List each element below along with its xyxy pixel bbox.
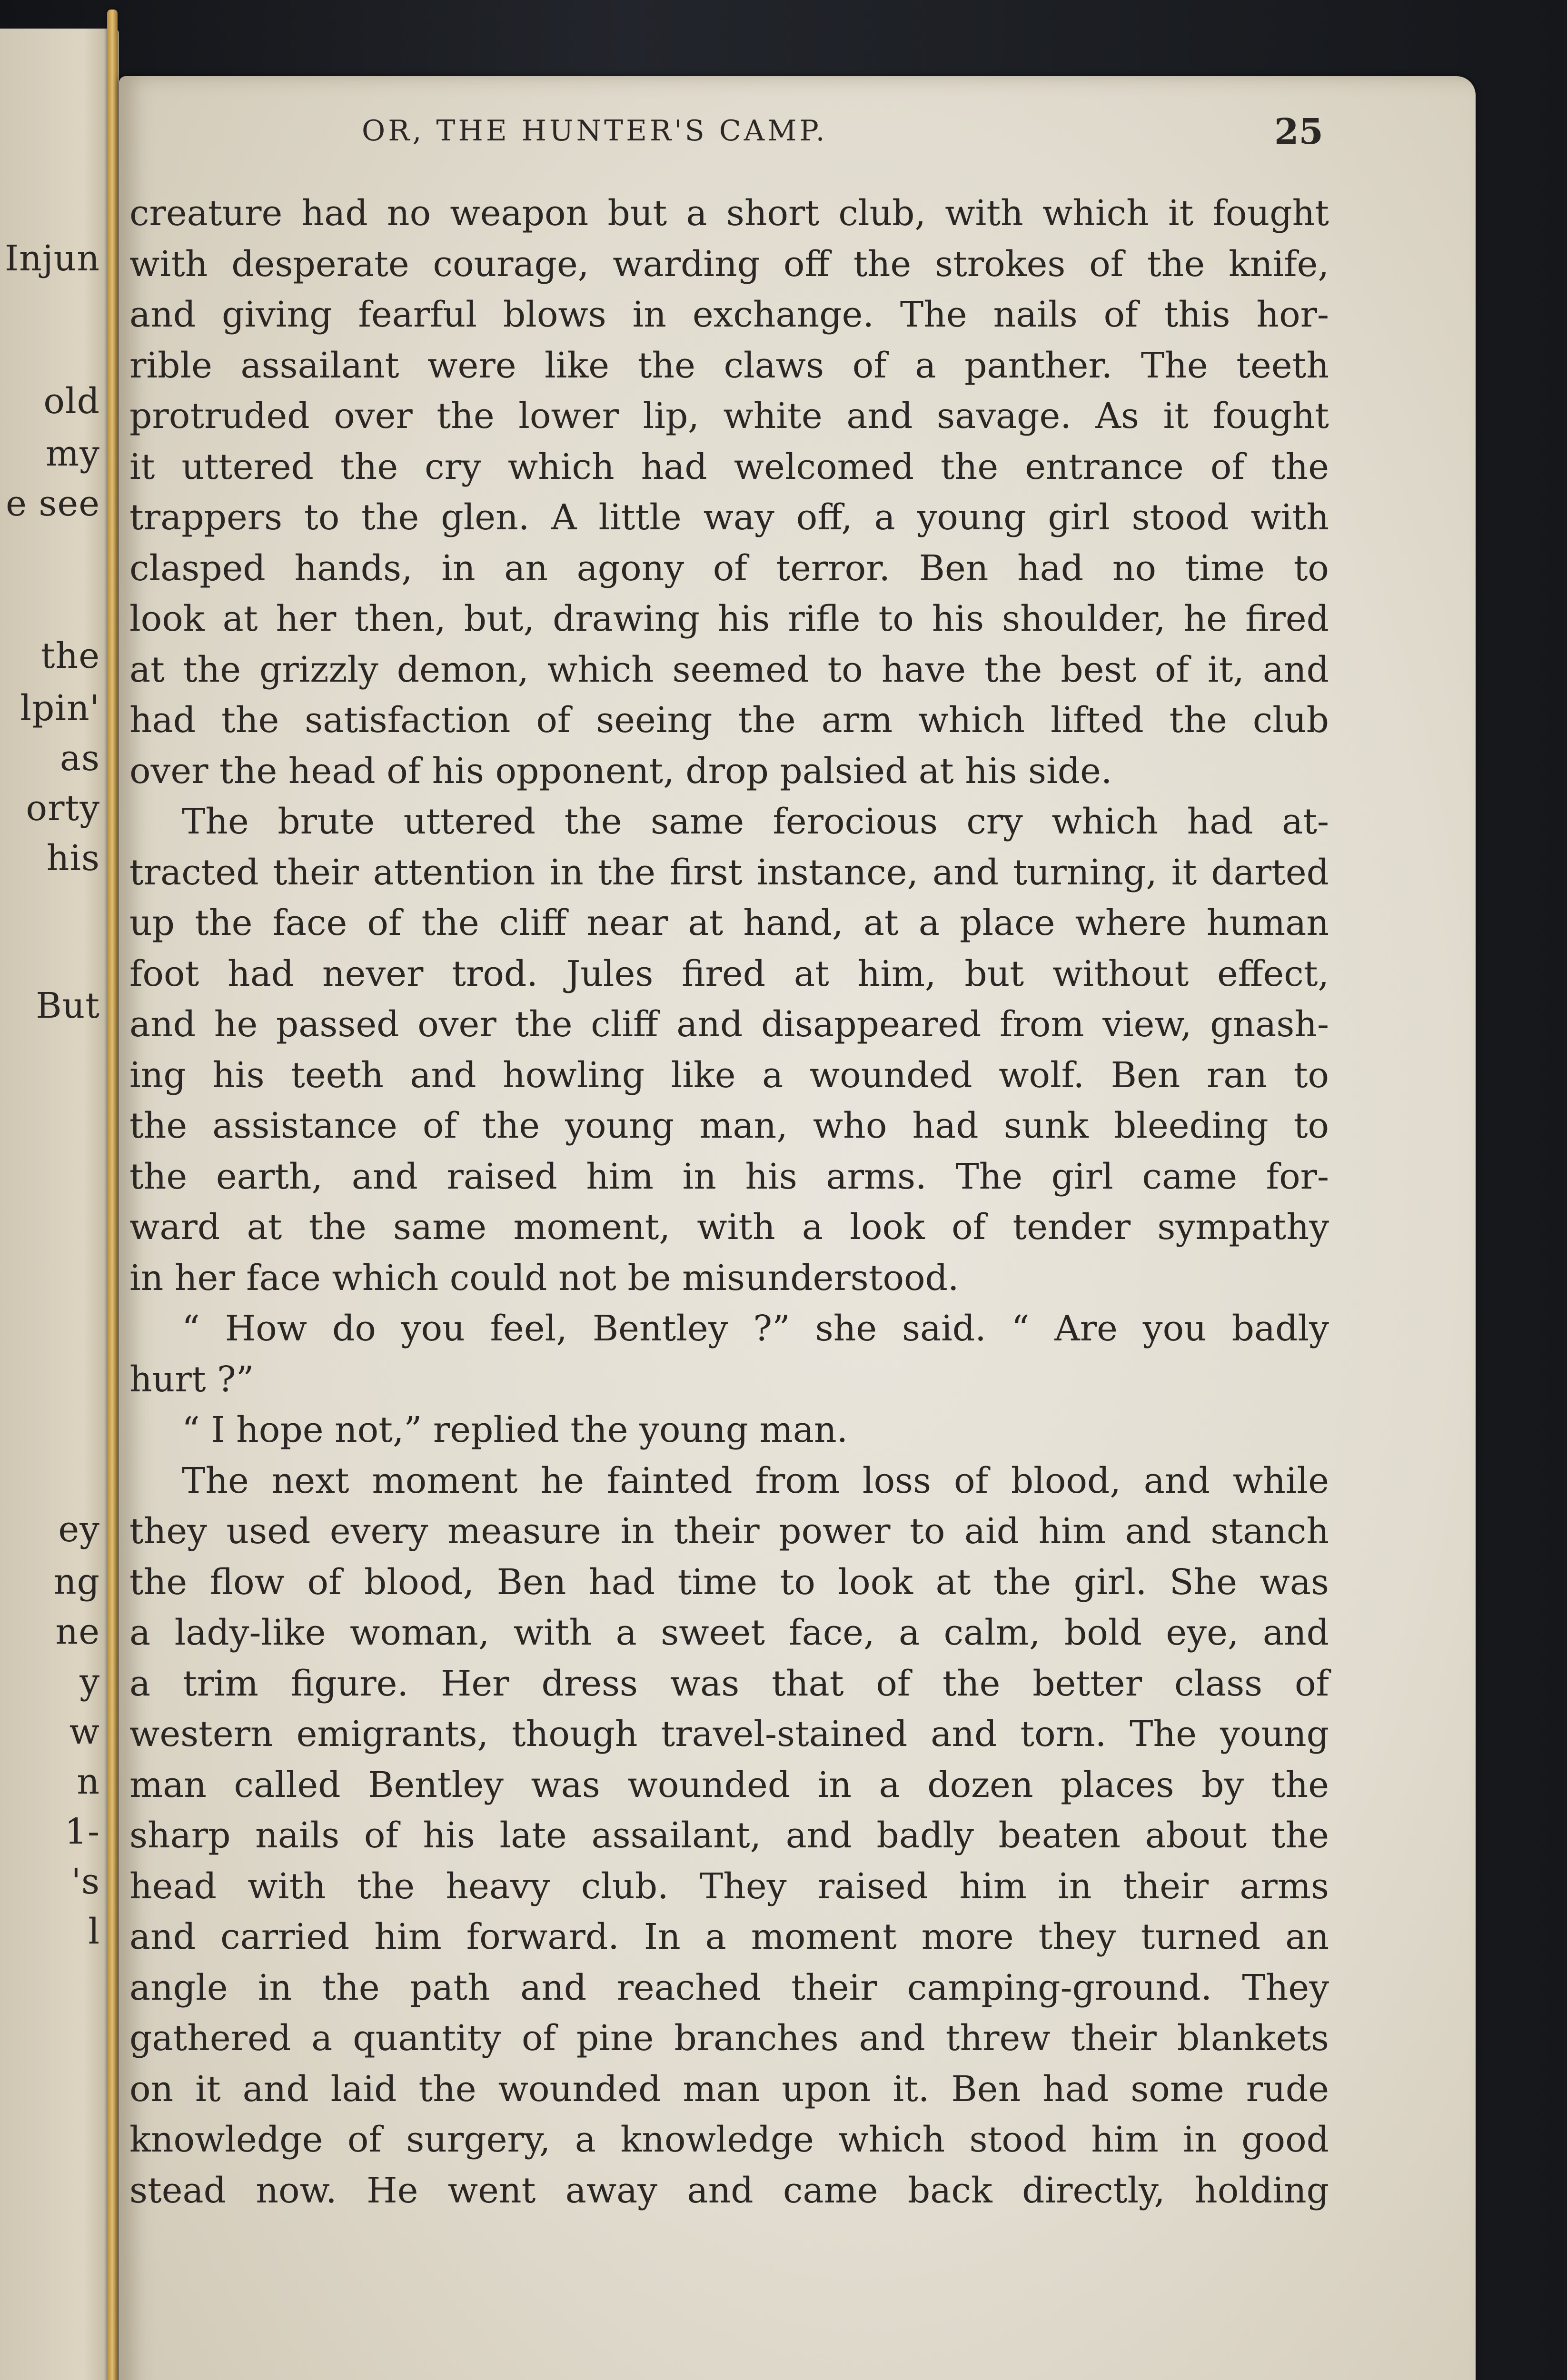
text-line: they used every measure in their power to aid him and stanch — [129, 1511, 1329, 1552]
text-line: the assistance of the young man, who had sunk bleeding to — [129, 1105, 1329, 1146]
text-line: the earth, and raised him in his arms. The girl came for- — [129, 1156, 1329, 1197]
text-line: a lady-like woman, with a sweet face, a calm, bold eye, and — [129, 1612, 1329, 1653]
left-page-fragment: 's — [71, 1861, 100, 1902]
text-line: “ How do you feel, Bentley ?” she said. “ Are you badly — [182, 1308, 1329, 1349]
text-line: and giving fearful blows in exchange. The nails of this hor- — [129, 294, 1329, 335]
text-line: “ I hope not,” replied the young man. — [182, 1409, 848, 1450]
text-line: up the face of the cliff near at hand, at a place where human — [129, 902, 1329, 943]
text-line: and carried him forward. In a moment more they turned an — [129, 1916, 1329, 1957]
page-number: 25 — [1274, 111, 1323, 152]
left-page-fragment: l — [88, 1911, 100, 1952]
text-line: head with the heavy club. They raised him in their arms — [129, 1865, 1329, 1907]
left-page-fragment: But — [36, 985, 100, 1026]
running-head-title: OR, THE HUNTER'S CAMP. — [362, 114, 828, 148]
body-text — [129, 188, 1329, 2216]
left-page-fragment: 1- — [64, 1811, 100, 1852]
text-line: gathered a quantity of pine branches and threw their blankets — [129, 2018, 1329, 2059]
text-line: stead now. He went away and came back directly, holding — [129, 2170, 1329, 2211]
left-page-fragment: ne — [55, 1611, 100, 1652]
text-line: foot had never trod. Jules fired at him, but without effect, — [129, 953, 1329, 994]
left-page-fragment: ng — [53, 1561, 100, 1602]
text-line: and he passed over the cliff and disappeared from view, gnash- — [129, 1004, 1329, 1045]
left-page-fragment: y — [79, 1661, 100, 1702]
running-head — [362, 111, 1323, 162]
text-line: western emigrants, though travel-stained and torn. The young — [129, 1714, 1329, 1755]
text-line: the flow of blood, Ben had time to look at the girl. She was — [129, 1561, 1329, 1603]
left-page-fragment: ey — [58, 1509, 100, 1550]
left-page-fragment: e see — [6, 483, 100, 524]
text-line: clasped hands, in an agony of terror. Ben had no time to — [129, 547, 1329, 589]
text-line: a trim figure. Her dress was that of the better class of — [129, 1663, 1329, 1704]
text-line: ing his teeth and howling like a wounded wolf. Ben ran to — [129, 1054, 1329, 1096]
text-line: The next moment he fainted from loss of blood, and while — [182, 1460, 1329, 1501]
text-line: on it and laid the wounded man upon it. Ben had some rude — [129, 2068, 1329, 2110]
text-line: hurt ?” — [129, 1359, 254, 1400]
text-line: at the grizzly demon, which seemed to have the best of it, and — [129, 649, 1329, 690]
left-page-fragment: lpin' — [20, 688, 100, 729]
text-line: man called Bentley was wounded in a dozen places by the — [129, 1764, 1329, 1805]
text-line: tracted their attention in the first instance, and turning, it darted — [129, 852, 1329, 893]
left-page-fragment: as — [60, 738, 100, 779]
text-line: over the head of his opponent, drop palsied at his side. — [129, 750, 1112, 792]
left-page-fragment: old — [43, 381, 100, 422]
text-line: creature had no weapon but a short club, with which it fought — [129, 193, 1329, 234]
text-line: had the satisfaction of seeing the arm which lifted the club — [129, 700, 1329, 741]
text-line: it uttered the cry which had welcomed the entrance of the — [129, 446, 1329, 487]
text-line: protruded over the lower lip, white and savage. As it fought — [129, 396, 1329, 436]
left-page-fragment: Injun — [4, 238, 100, 279]
binding-thread — [107, 10, 118, 2380]
text-line: sharp nails of his late assailant, and badly beaten about the — [129, 1815, 1329, 1856]
left-page-fragment: n — [77, 1761, 100, 1802]
text-line: angle in the path and reached their camping-ground. They — [129, 1967, 1329, 2008]
text-line: in her face which could not be misunderstood. — [129, 1257, 959, 1299]
text-line: with desperate courage, warding off the strokes of the knife, — [129, 243, 1329, 285]
text-line: The brute uttered the same ferocious cry which had at- — [182, 801, 1329, 842]
left-page-fragment: w — [69, 1711, 100, 1752]
left-page-fragment: my — [46, 433, 100, 474]
text-line: rible assailant were like the claws of a panther. The teeth — [129, 345, 1329, 386]
text-line: trappers to the glen. A little way off, a young girl stood with — [129, 497, 1329, 538]
previous-page-edge — [0, 29, 119, 2380]
left-page-fragment: his — [46, 838, 100, 879]
left-page-fragment: the — [40, 635, 100, 676]
text-line: look at her then, but, drawing his rifle to his shoulder, he fired — [129, 598, 1329, 639]
text-line: knowledge of surgery, a knowledge which stood him in good — [129, 2119, 1329, 2160]
left-page-fragment: orty — [26, 788, 100, 829]
text-line: ward at the same moment, with a look of tender sympathy — [129, 1207, 1329, 1248]
